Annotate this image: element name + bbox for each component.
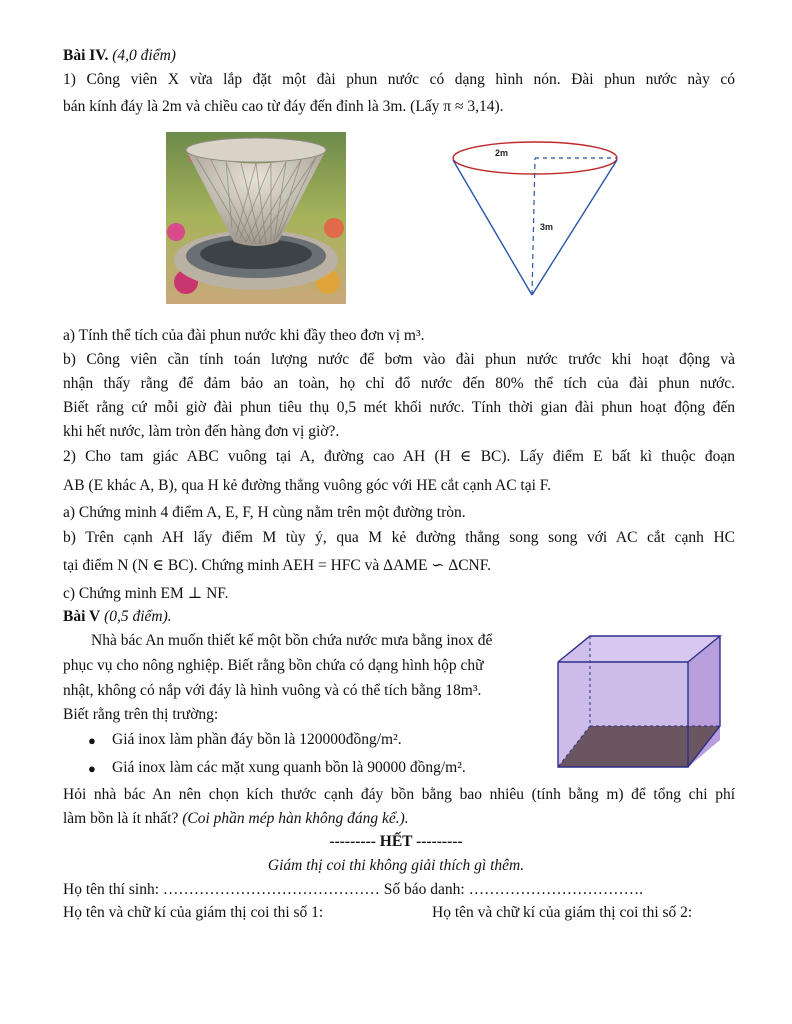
proctor-2-signature: Họ tên và chữ kí của giám thị coi thi số 2: — [432, 904, 693, 921]
question-text-2 — [63, 809, 409, 829]
problem-2b-text-2: tại điểm N (N ∈ BC). Chứng minh AEH = HFC và ΔAME ∽ ΔCNF. — [63, 557, 491, 574]
part-b-text-4: khi hết nước, làm tròn đến hàng đơn vị giờ?. — [63, 423, 340, 440]
proctor-1-signature: Họ tên và chữ kí của giám thị coi thi số 1: — [63, 904, 324, 921]
cone-figure — [440, 130, 640, 305]
problem-1-text-2: bán kính đáy là 2m và chiều cao từ đáy đến đỉnh là 3m. (Lấy π ≈ 3,14). — [63, 98, 504, 115]
part-b-text-1: b) Công viên cần tính toán lượng nước để bơm vào đài phun nước trước khi hoạt động và — [63, 351, 735, 368]
part-a-text: a) Tính thể tích của đài phun nước khi đầy theo đơn vị m³. — [63, 327, 425, 344]
section-4-heading: Bài IV. — [63, 47, 109, 64]
price-side-item: Giá inox làm các mặt xung quanh bồn là 90000 đồng/m². — [112, 759, 466, 776]
part-b-text-3: Biết rằng cứ mỗi giờ đài phun tiêu thụ 0,5 mét khối nước. Tính thời gian đài phun hoạt động đến — [63, 399, 735, 416]
problem-2c-text: c) Chứng minh EM ⊥ NF. — [63, 585, 229, 602]
cone-height-line — [532, 158, 535, 295]
section-5-text-4: Biết rằng trên thị trường: — [63, 706, 219, 723]
tank-box-figure — [548, 622, 728, 772]
price-bottom-item: Giá inox làm phần đáy bồn là 120000đồng/m². — [112, 731, 402, 748]
question-main: làm bồn là ít nhất? — [63, 810, 179, 827]
section-5-heading: Bài V — [63, 608, 101, 625]
question-text-1: Hỏi nhà bác An nên chọn kích thước cạnh đáy bồn bằng bao nhiêu (tính bằng m) để tổng chi phí — [63, 786, 735, 803]
fountain-photo — [166, 132, 346, 304]
height-label: 3m — [540, 222, 554, 232]
question-note: (Coi phần mép hàn không đáng kể.). — [182, 810, 409, 827]
section-5-text-3: nhật, không có nắp với đáy là hình vuông và có thể tích bằng 18m³. — [63, 682, 482, 699]
section-5-title — [63, 607, 172, 627]
section-5-text-2: phục vụ cho nông nghiệp. Biết rằng bồn chứa có dạng hình hộp chữ — [63, 657, 484, 674]
radius-label: 2m — [495, 148, 509, 158]
problem-2a-text: a) Chứng minh 4 điểm A, E, F, H cùng nằm trên một đường tròn. — [63, 504, 466, 521]
bullet-icon: ● — [88, 733, 96, 748]
bullet-icon: ● — [88, 761, 96, 776]
problem-2b-text-1: b) Trên cạnh AH lấy điểm M tùy ý, qua M kẻ đường thẳng song song với AC cắt cạnh HC — [63, 529, 735, 546]
problem-2-text-1: 2) Cho tam giác ABC vuông tại A, đường cao AH (H ∈ BC). Lấy điểm E bất kì thuộc đoạn — [63, 448, 735, 465]
section-5-points: (0,5 điểm). — [104, 608, 172, 625]
end-marker: --------- HẾT --------- — [329, 833, 463, 850]
section-5-text-1: Nhà bác An muốn thiết kế một bồn chứa nước mưa bằng inox để — [91, 632, 493, 649]
proctor-note: Giám thị coi thi không giải thích gì thêm. — [267, 857, 525, 874]
candidate-info-line: Họ tên thí sinh: …………………………………… Số báo danh: ……………………………. — [63, 881, 643, 898]
part-b-text-2: nhận thấy rằng để đảm bảo an toàn, họ chỉ đổ nước đến 80% thể tích của đài phun nước. — [63, 375, 735, 392]
section-4-title — [63, 46, 176, 66]
problem-1-text-1: 1) Công viên X vừa lắp đặt một đài phun nước có dạng hình nón. Đài phun nước này có — [63, 71, 735, 88]
section-4-points: (4,0 điểm) — [112, 47, 176, 64]
problem-2-text-2: AB (E khác A, B), qua H kẻ đường thẳng vuông góc với HE cắt cạnh AC tại F. — [63, 477, 552, 494]
